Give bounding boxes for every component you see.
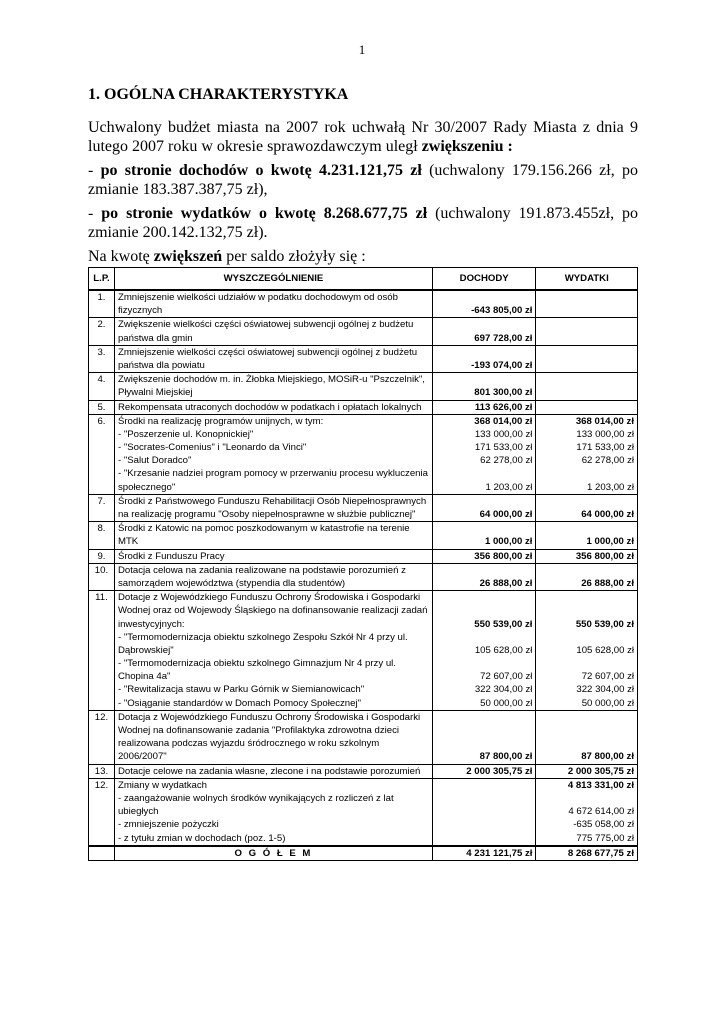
row-expense — [536, 318, 638, 345]
row-income-value — [436, 522, 533, 535]
row-number: 8. — [89, 522, 115, 549]
table-row — [89, 400, 638, 414]
row-description-line: ubiegłych — [117, 806, 159, 818]
intro-text-span: per saldo złożyły się : — [222, 248, 366, 265]
row-expense-value: 72 607,00 zł — [581, 671, 634, 683]
row-description-line: państwa dla powiatu — [117, 359, 205, 371]
row-income — [432, 290, 536, 318]
row-income — [432, 373, 536, 400]
row-number: 7. — [89, 494, 115, 521]
row-description — [114, 414, 432, 494]
row-expense-value: 105 628,00 zł — [576, 644, 634, 656]
row-expense-value: 4 813 331,00 zł — [567, 779, 634, 791]
row-income-value: 171 533,00 zł — [474, 442, 533, 454]
row-description-line: Wodnej oraz od Wojewody Śląskiego na dofinansowanie realizacji zadań — [117, 605, 428, 617]
intro-text-span: Na kwotę — [88, 248, 154, 265]
row-expense-value — [539, 737, 634, 750]
row-number: 1. — [89, 290, 115, 318]
row-income-value — [436, 467, 533, 480]
row-expense — [536, 764, 638, 778]
row-income-value: 550 539,00 zł — [474, 618, 533, 630]
row-description-line: - "Poszerzenie ul. Konopnickiej" — [117, 428, 254, 440]
table-row — [89, 522, 638, 549]
row-expense-value — [539, 332, 634, 345]
row-expense-value — [539, 724, 634, 737]
row-income-value: 2 000 305,75 zł — [466, 765, 533, 777]
row-income-value — [436, 373, 533, 386]
row-description-line: - z tytułu zmian w dochodach (poz. 1-5) — [117, 832, 286, 844]
row-expense — [536, 373, 638, 400]
header-description: WYSZCZEGÓLNIENIE — [114, 268, 432, 291]
row-description-line: - "Krzesanie nadziei program pomocy w przerwaniu procesu wykluczenia — [117, 468, 428, 480]
row-description — [114, 290, 432, 318]
row-income — [432, 522, 536, 549]
header-expense: WYDATKI — [536, 268, 638, 291]
header-lp: L.P. — [89, 268, 115, 291]
row-description-line: Zmniejszenie wielkości części oświatowej subwencji ogólnej z budżetu — [117, 346, 418, 358]
row-expense-value — [539, 631, 634, 644]
row-income — [432, 414, 536, 494]
row-income-value — [436, 724, 533, 737]
row-description — [114, 494, 432, 521]
row-expense-value — [539, 711, 634, 724]
intro-bold-span: zwiększeń — [153, 248, 223, 265]
row-description-line: Środki z Katowic na pomoc poszkodowanym w katastrofie na terenie — [117, 523, 410, 535]
intro-dash: - — [88, 205, 102, 222]
row-income-value: 87 800,00 zł — [479, 751, 533, 763]
row-income — [432, 591, 536, 711]
row-description — [114, 764, 432, 778]
row-expense — [536, 778, 638, 845]
row-description-line: Zwiększenie dochodów m. in. Żłobka Miejskiego, MOSiR-u "Pszczelnik", — [117, 374, 425, 386]
row-expense — [536, 563, 638, 590]
row-number: 6. — [89, 414, 115, 494]
row-income-value — [436, 711, 533, 724]
row-income-value — [436, 832, 533, 845]
table-row — [89, 373, 638, 400]
row-number: 4. — [89, 373, 115, 400]
row-description-line: - "Termomodernizacja obiektu szkolnego Gimnazjum Nr 4 przy ul. — [117, 658, 396, 670]
row-expense-value — [539, 591, 634, 604]
row-expense — [536, 290, 638, 318]
row-income-value: 113 626,00 zł — [474, 401, 533, 413]
row-expense-value — [539, 373, 634, 386]
row-description-line: fizycznych — [117, 305, 163, 317]
row-expense-value: 87 800,00 zł — [581, 751, 634, 763]
row-description-line: społecznego" — [117, 481, 176, 493]
intro-text — [88, 118, 638, 271]
table-row — [89, 591, 638, 711]
table-row — [89, 710, 638, 764]
row-expense-value: 50 000,00 zł — [581, 697, 634, 709]
row-income — [432, 549, 536, 563]
row-description-line: Dotacja z Wojewódzkiego Funduszu Ochrony Środowiska i Gospodarki — [117, 711, 421, 723]
table-row — [89, 778, 638, 845]
row-income-value: 368 014,00 zł — [474, 415, 533, 427]
table-row — [89, 290, 638, 318]
row-number: 13. — [89, 764, 115, 778]
intro-bold-span: zwiększeniu : — [421, 138, 513, 155]
row-income-value: 1 203,00 zł — [485, 481, 533, 493]
row-expense-value: 171 533,00 zł — [576, 442, 634, 454]
row-expense-value: 133 000,00 zł — [576, 428, 634, 440]
row-expense — [536, 549, 638, 563]
row-expense-value: 775 775,00 zł — [576, 832, 634, 844]
row-expense-value: 322 304,00 zł — [576, 684, 634, 696]
row-income — [432, 778, 536, 845]
row-expense-value: 1 203,00 zł — [587, 481, 634, 493]
row-income — [432, 400, 536, 414]
row-expense-value — [539, 657, 634, 670]
row-description-line: realizowana podczas wyjazdu śródrocznego w roku szkolnym — [117, 738, 380, 750]
row-description — [114, 563, 432, 590]
row-description-line: Zmiany w wydatkach — [117, 779, 207, 791]
row-number: 12. — [89, 710, 115, 764]
row-description-line: Zmniejszenie wielkości udziałów w podatku dochodowym od osób — [117, 292, 398, 303]
row-income-value: 72 607,00 zł — [480, 671, 533, 683]
table-row — [89, 345, 638, 372]
row-income-value: 50 000,00 zł — [480, 697, 533, 709]
row-description-line: Pływalni Miejskiej — [117, 387, 193, 399]
row-expense — [536, 345, 638, 372]
row-description-line: MTK — [117, 536, 139, 548]
row-expense-value: 550 539,00 zł — [575, 618, 634, 630]
row-expense-value — [539, 304, 634, 317]
row-number: 10. — [89, 563, 115, 590]
row-expense-value — [539, 604, 634, 617]
intro-paragraph-1 — [88, 118, 638, 156]
row-expense — [536, 522, 638, 549]
row-number: 5. — [89, 400, 115, 414]
row-income — [432, 318, 536, 345]
row-number: 12. — [89, 778, 115, 845]
row-description-line: - zmniejszenie pożyczki — [117, 819, 219, 831]
row-description — [114, 710, 432, 764]
row-description-line: Środki z Funduszu Pracy — [117, 550, 225, 562]
row-income-value — [436, 805, 533, 818]
row-description-line: na realizację programu "Osoby niepełnosprawne w służbie publicznej" — [117, 509, 416, 521]
row-income-value: -193 074,00 zł — [471, 359, 533, 371]
table-row — [89, 549, 638, 563]
table-row — [89, 764, 638, 778]
row-expense-value — [539, 386, 634, 399]
row-expense-value — [539, 467, 634, 480]
intro-text-span: Uchwalony budżet miasta na 2007 rok uchwałą Nr 30/2007 Rady Miasta z dnia 9 lutego 2007 roku w okresie sprawozdawczym uległ — [88, 119, 638, 155]
row-income-value: 801 300,00 zł — [474, 387, 533, 399]
row-description-line: - "Socrates-Comenius" i "Leonardo da Vinci" — [117, 442, 307, 454]
intro-text-span: (uchwalony 191.873.455zł, po zmianie 200.142.132,75 zł). — [88, 205, 638, 241]
header-income: DOCHODY — [432, 268, 536, 291]
row-description — [114, 549, 432, 563]
row-description — [114, 318, 432, 345]
row-description-line: Zwiększenie wielkości części oświatowej subwencji ogólnej z budżetu — [117, 319, 414, 331]
row-number: 2. — [89, 318, 115, 345]
row-income-value: 105 628,00 zł — [474, 644, 533, 656]
row-expense-value — [539, 401, 634, 414]
row-income-value — [436, 657, 533, 670]
row-income-value — [436, 346, 533, 359]
page-number: 1 — [358, 42, 366, 57]
row-description-line: Środki na realizację programów unijnych, w tym: — [117, 415, 324, 427]
row-description-line: 2006/2007" — [117, 751, 167, 763]
row-description-line: - "Osiąganie standardów w Domach Pomocy Społecznej" — [117, 697, 361, 709]
row-income-value — [436, 564, 533, 577]
row-expense-value: 4 672 614,00 zł — [568, 806, 634, 818]
row-description-line: Chopina 4a" — [117, 671, 171, 683]
row-income-value — [436, 737, 533, 750]
row-income — [432, 563, 536, 590]
row-number: 11. — [89, 591, 115, 711]
table-row — [89, 494, 638, 521]
row-description-line: - "Termomodernizacja obiektu szkolnego Zespołu Szkół Nr 4 przy ul. — [117, 631, 408, 643]
intro-bold-span: po stronie wydatków o kwotę 8.268.677,75 zł — [101, 205, 428, 222]
row-number: 9. — [89, 549, 115, 563]
row-expense-value: 368 014,00 zł — [575, 415, 634, 427]
row-expense — [536, 414, 638, 494]
section-heading: 1. OGÓLNA CHARAKTERYSTYKA — [88, 86, 349, 103]
table-row — [89, 318, 638, 345]
row-income-value: 322 304,00 zł — [474, 684, 533, 696]
table-header-row — [89, 268, 638, 291]
row-income-value — [436, 818, 533, 831]
row-expense-value — [539, 495, 634, 508]
row-income-value: 133 000,00 zł — [474, 428, 533, 440]
total-row — [89, 846, 638, 861]
row-expense — [536, 494, 638, 521]
row-expense-value: 64 000,00 zł — [581, 509, 634, 521]
row-income-value: 356 800,00 zł — [474, 550, 533, 562]
row-income-value — [436, 495, 533, 508]
row-description — [114, 400, 432, 414]
row-description-line: Rekompensata utraconych dochodów w podatkach i opłatach lokalnych — [117, 401, 422, 413]
row-expense — [536, 400, 638, 414]
row-description-line: inwestycyjnych: — [117, 618, 185, 630]
row-expense-value: -635 058,00 zł — [573, 819, 634, 831]
intro-dash: - — [88, 162, 101, 179]
row-expense-value — [539, 359, 634, 372]
row-description — [114, 373, 432, 400]
row-description — [114, 522, 432, 549]
row-expense-value — [539, 522, 634, 535]
total-label: O G Ó Ł E M — [114, 846, 432, 861]
row-income-value — [436, 779, 533, 792]
row-income — [432, 494, 536, 521]
row-expense-value: 2 000 305,75 zł — [567, 765, 634, 777]
row-expense-value: 356 800,00 zł — [575, 550, 634, 562]
total-lp — [89, 846, 115, 861]
row-income — [432, 345, 536, 372]
row-income-value: 62 278,00 zł — [480, 455, 533, 467]
total-expense: 8 268 677,75 zł — [536, 846, 638, 861]
row-description-line: Dotacje z Wojewódzkiego Funduszu Ochrony Środowiska i Gospodarki — [117, 592, 421, 604]
row-expense-value — [539, 792, 634, 805]
row-income-value — [436, 604, 533, 617]
row-income-value — [436, 318, 533, 331]
row-description-line: - zaangażowanie wolnych środków wynikających z rozliczeń z lat — [117, 792, 394, 804]
row-description-line: - "Salut Doradco" — [117, 455, 192, 467]
row-expense-value — [539, 564, 634, 577]
row-description-line: Środki z Państwowego Funduszu Rehabilitacji Osób Niepełnosprawnych — [117, 495, 427, 507]
row-description-line: Dotacja celowa na zadania realizowane na podstawie porozumień z — [117, 564, 406, 576]
row-income — [432, 764, 536, 778]
row-expense-value: 26 888,00 zł — [581, 577, 634, 589]
row-description-line: samorządem województwa (stypendia dla studentów) — [117, 577, 346, 589]
row-description — [114, 591, 432, 711]
row-number: 3. — [89, 345, 115, 372]
row-description-line: Wodnej na dofinansowanie zadania "Profilaktyka zdrowotna dzieci — [117, 725, 400, 737]
row-expense-value: 1 000,00 zł — [586, 536, 634, 548]
row-description — [114, 345, 432, 372]
row-income-value — [436, 591, 533, 604]
total-income: 4 231 121,75 zł — [432, 846, 536, 861]
row-description-line: Dotacje celowe na zadania własne, zlecone i na podstawie porozumień — [117, 765, 421, 777]
row-income-value: 1 000,00 zł — [484, 536, 533, 548]
row-description-line: - "Rewitalizacja stawu w Parku Górnik w Siemianowicach" — [117, 684, 365, 696]
row-income-value: 64 000,00 zł — [479, 509, 533, 521]
row-income-value: 697 728,00 zł — [474, 332, 533, 344]
table-row — [89, 414, 638, 494]
intro-bold-span: po stronie dochodów o kwotę 4.231.121,75 zł — [100, 162, 422, 179]
row-expense-value — [539, 346, 634, 359]
intro-paragraph-2 — [88, 161, 638, 199]
table-row — [89, 563, 638, 590]
row-expense-value — [539, 318, 634, 331]
intro-paragraph-3 — [88, 204, 638, 242]
row-description-line: państwa dla gmin — [117, 332, 193, 344]
intro-text-span: (uchwalony 179.156.266 zł, po zmianie 183.387.387,75 zł), — [88, 162, 638, 198]
row-income — [432, 710, 536, 764]
row-description-line: Dąbrowskiej" — [117, 644, 174, 656]
row-income-value: 26 888,00 zł — [479, 577, 533, 589]
row-expense — [536, 710, 638, 764]
row-income-value — [436, 291, 533, 304]
row-expense — [536, 591, 638, 711]
row-income-value — [436, 631, 533, 644]
row-description — [114, 778, 432, 845]
budget-changes-table — [88, 267, 638, 861]
table-body — [89, 290, 638, 846]
row-income-value: -643 805,00 zł — [471, 305, 533, 317]
row-income-value — [436, 792, 533, 805]
row-expense-value: 62 278,00 zł — [581, 455, 634, 467]
intro-paragraph-4 — [88, 247, 638, 266]
row-expense-value — [539, 291, 634, 304]
